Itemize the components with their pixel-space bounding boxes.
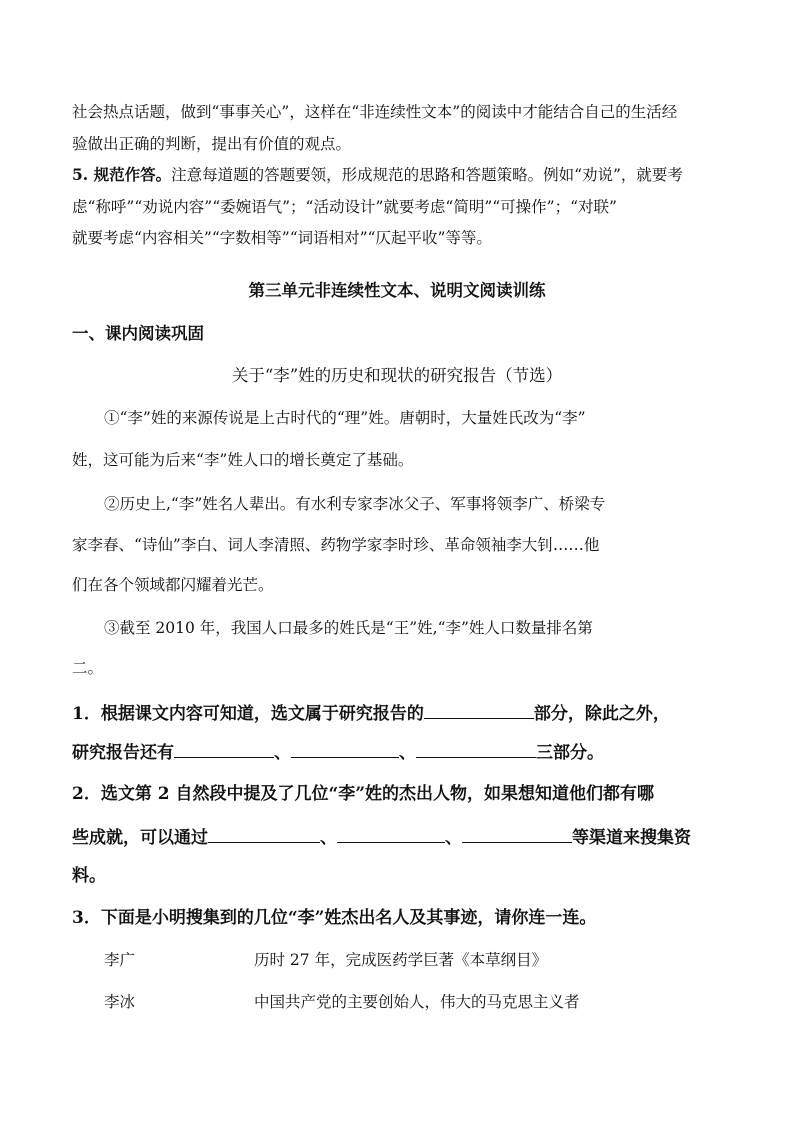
question-2-text-b: 些成就，可以通过 — [72, 828, 208, 848]
passage-p1-line-2: 姓，这可能为后来“李”姓人口的增长奠定了基础。 — [72, 451, 414, 469]
intro-tip-5 — [72, 165, 683, 185]
question-2-line-1: 2．选文第 2 自然段中提及了几位“李”姓的杰出人物，如果想知道他们都有哪 — [72, 784, 655, 804]
passage-p2-line-3: 们在各个领域都闪耀着光芒。 — [72, 576, 274, 594]
intro-line-4: 虑“称呼”“劝说内容”“委婉语气”；“活动设计”就要考虑“简明”“可操作”；“对联” — [72, 198, 617, 216]
question-1-text-b: 部分，除此之外， — [533, 704, 670, 724]
passage-p3-line-1: ③截至 2010 年，我国人口最多的姓氏是“王”姓,“李”姓人口数量排名第 — [104, 619, 593, 637]
match-name-li-bing[interactable]: 李冰 — [104, 993, 136, 1011]
intro-line-2: 验做出正确的判断，提出有价值的观点。 — [72, 135, 352, 153]
question-1-line-1 — [72, 702, 670, 724]
section-heading: 一、课内阅读巩固 — [72, 324, 204, 343]
match-deed-party-founder[interactable]: 中国共产党的主要创始人，伟大的马克思主义者 — [254, 993, 580, 1011]
answer-blank-3[interactable] — [291, 741, 399, 758]
separator: 、 — [274, 743, 291, 763]
question-1-line-2 — [72, 741, 604, 763]
answer-blank-1[interactable] — [424, 702, 534, 719]
match-name-li-guang[interactable]: 李广 — [104, 951, 136, 969]
unit-title: 第三单元非连续性文本、说明文阅读训练 — [248, 281, 546, 300]
answer-blank-6[interactable] — [337, 826, 445, 843]
passage-p3-line-2: 二。 — [72, 659, 104, 677]
passage-title: 关于“李”姓的历史和现状的研究报告（节选） — [231, 366, 563, 385]
answer-blank-2[interactable] — [174, 741, 274, 758]
question-1-text-c: 研究报告还有 — [72, 743, 174, 763]
question-2-line-2 — [72, 826, 691, 848]
question-3: 3．下面是小明搜集到的几位“李”姓杰出名人及其事迹，请你连一连。 — [72, 908, 597, 928]
intro-line-1: 社会热点话题，做到“事事关心”，这样在“非连续性文本”的阅读中才能结合自己的生活经 — [72, 103, 678, 121]
separator: 、 — [445, 828, 462, 848]
passage-p1-line-1: ①“李”姓的来源传说是上古时代的“理”姓。唐朝时，大量姓氏改为“李” — [104, 409, 586, 427]
tip-5-label: 5. 规范作答。 — [72, 165, 172, 184]
answer-blank-4[interactable] — [416, 741, 536, 758]
question-2-line-3: 料。 — [72, 866, 106, 886]
separator: 、 — [399, 743, 416, 763]
passage-p2-line-2: 家李春、“诗仙”李白、词人李清照、药物学家李时珍、革命领袖李大钊……他 — [72, 536, 600, 554]
separator: 、 — [320, 828, 337, 848]
intro-line-5: 就要考虑“内容相关”“字数相等”“词语相对”“仄起平收”等等。 — [72, 229, 492, 247]
answer-blank-7[interactable] — [462, 826, 572, 843]
answer-blank-5[interactable] — [208, 826, 320, 843]
question-1-text-a: 1．根据课文内容可知道，选文属于研究报告的 — [72, 704, 424, 724]
question-1-text-end: 三部分。 — [536, 743, 604, 763]
tip-5-text: 注意每道题的答题要领，形成规范的思路和答题策略。例如“劝说”，就要考 — [171, 166, 683, 184]
question-2-text-end: 等渠道来搜集资 — [572, 828, 691, 848]
match-deed-bencao-gangmu[interactable]: 历时 27 年，完成医药学巨著《本草纲目》 — [254, 951, 548, 969]
passage-p2-line-1: ②历史上,“李”姓名人辈出。有水利专家李冰父子、军事将领李广、桥梁专 — [104, 495, 606, 513]
